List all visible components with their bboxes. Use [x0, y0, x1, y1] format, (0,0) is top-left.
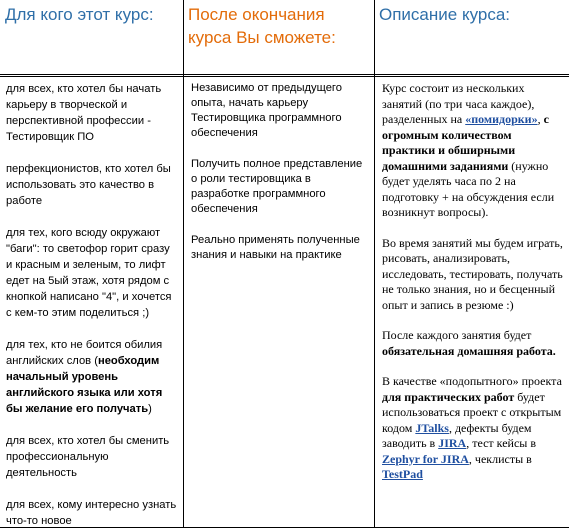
course-description-cell [374, 77, 569, 528]
audience-profession-change: для всех, кто хотел бы сменить профессиональную деятельность [6, 435, 170, 479]
outcome-understand-role: Получить полное представление о роли тестировщика в разработке программного обеспечения [191, 158, 363, 215]
description-activities: Во время занятий мы будем играть, рисовать, анализировать, исследовать, тестировать, получать не только знания, но и бесценный опыт и запись в резюме :) [382, 235, 563, 312]
description-separator: , [537, 112, 544, 126]
description-project [382, 374, 565, 483]
pomodoro-link[interactable]: «помидорки» [465, 112, 538, 126]
description-structure [382, 81, 565, 221]
audience-bug-spotters: для тех, кого всюду окружают "баги": то светофор горит сразу и красным и зеленым, то лифт едет на 5ый этаж, хотя рядом с кнопкой написано "4", и хочется с кем-то этим поделиться ;) [6, 227, 172, 319]
header-outcomes: После окончания курса Вы сможете: [188, 5, 336, 47]
description-homework-text: После каждого занятия будет [382, 328, 532, 342]
audience-english-text: для тех, кто не боится обилия английских слов ( [6, 339, 163, 367]
description-homework [382, 328, 565, 359]
audience-curious: для всех, кому интересно узнать что-то новое [6, 499, 177, 527]
audience-english-requirement: необходим начальный уровень английского языка или хотя бы желание его получать [6, 355, 163, 415]
description-defects-text: , дефекты будем заводить в [382, 420, 532, 450]
description-checklists-text: , чеклисты в [468, 451, 532, 466]
jira-link[interactable]: JIRA [438, 436, 467, 450]
audience-english [6, 337, 177, 417]
audience-perfectionists: перфекционистов, кто хотел бы использовать это качество в работе [6, 163, 171, 207]
description-structure-text: Курс состоит из нескольких занятий (по три часа каждое), разделенных на [382, 81, 535, 126]
description-time-note: (нужно будет уделять часа по 2 на подготовку + на обсуждения если возникнут вопросы). [382, 158, 555, 219]
testpad-link[interactable]: TestPad [382, 467, 423, 481]
jtalks-link[interactable]: JTalks [415, 420, 449, 435]
description-practice-label: для практических работ [382, 389, 515, 404]
audience-english-close: ) [148, 403, 152, 415]
zephyr-link[interactable]: Zephyr for JIRA [382, 451, 469, 466]
outcomes-cell [183, 77, 374, 528]
description-project-open-source: будет использоваться проект с открытым кодом [382, 389, 562, 435]
header-target-audience: Для кого этот курс: [5, 5, 154, 24]
audience-career-change: для всех, кто хотел бы начать карьеру в творческой и перспективной профессии - Тестировщик ПО [6, 83, 162, 143]
target-audience-cell [0, 77, 183, 528]
description-project-text: В качестве «подопытного» проекта [382, 374, 562, 388]
description-homework-emphasis: обязательная домашняя работа. [382, 343, 556, 358]
header-course-description: Описание курса: [379, 5, 511, 24]
outcome-start-career: Независимо от предыдущего опыта, начать карьеру Тестировщика программного обеспечения [191, 82, 342, 139]
outcome-apply-skills: Реально применять полученные знания и навыки на практике [191, 234, 360, 261]
header-divider-top [0, 74, 569, 75]
description-testcases-text: , тест кейсы в [466, 436, 537, 450]
description-practice-emphasis: с огромным количеством практики и обширными домашними заданиями [382, 112, 549, 173]
